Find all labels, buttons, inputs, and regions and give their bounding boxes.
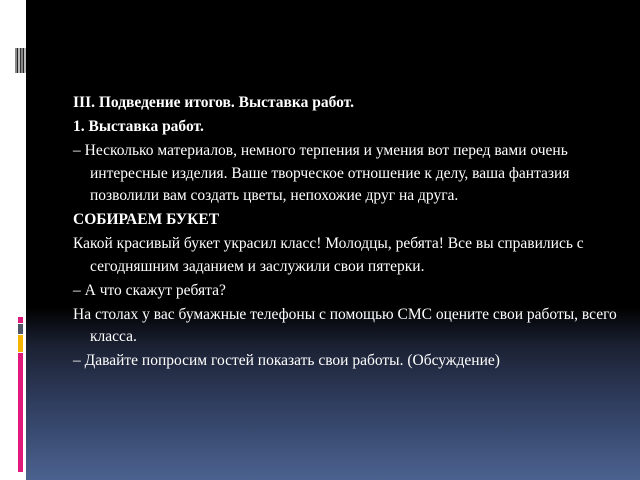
section-heading: III. Подведение итогов. Выставка работ.	[73, 94, 355, 111]
paragraph: – Несколько материалов, немного терпения и умения вот перед вами очень интересные изделия. Ваше творческое отношение к делу, ваша фантазия позволили вам создать цветы, непохожие друг на друга.	[73, 142, 570, 204]
paragraph: Какой красивый букет украсил класс! Молодцы, ребята! Все вы справились с сегодняшним заданием и заслужили свои пятерки.	[73, 235, 584, 275]
decorative-stripes	[15, 48, 26, 73]
accent-bar-pink-small	[18, 317, 23, 323]
slide-content	[73, 92, 618, 374]
paragraph: На столах у вас бумажные телефоны с помощью СМС оцените свои работы, всего класса.	[73, 305, 617, 345]
paragraph: – А что скажут ребята?	[73, 281, 226, 299]
accent-bar-yellow	[18, 335, 23, 352]
accent-bar-gray	[18, 324, 23, 334]
paragraph: – Давайте попросим гостей показать свои работы. (Обсуждение)	[73, 352, 500, 369]
accent-bar-pink	[18, 353, 23, 472]
subheading: 1. Выставка работ.	[73, 118, 204, 135]
subheading: СОБИРАЕМ БУКЕТ	[73, 211, 220, 228]
